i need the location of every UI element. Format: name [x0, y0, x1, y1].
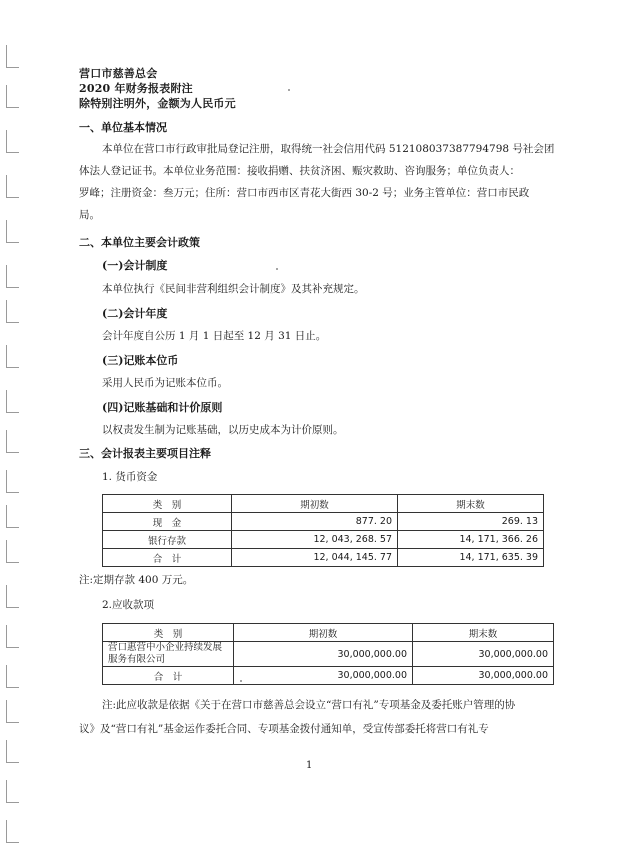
table-row	[103, 549, 544, 567]
scan-speck	[288, 89, 290, 91]
header-cell: 期初数	[232, 495, 398, 513]
opening-cell: 12, 044, 145. 77	[232, 549, 398, 567]
opening-cell: 877. 20	[232, 513, 398, 531]
category-cell: 银行存款	[103, 531, 232, 549]
header-cell: 期末数	[398, 495, 544, 513]
policy-title: (二)会计年度	[102, 307, 168, 320]
report-title: 2020 年财务报表附注	[79, 82, 193, 95]
section1-line: 局。	[79, 209, 100, 221]
section1-heading: 一、单位基本情况	[79, 121, 167, 134]
header-cell: 类 别	[103, 495, 232, 513]
receivables-table	[102, 623, 554, 685]
closing-cell: 30,000,000.00	[413, 667, 554, 685]
policy-title: (三)记账本位币	[102, 354, 179, 367]
receivables-note-line: 议》及“营口有礼”基金运作委托合同、专项基金拨付通知单，受宣传部委托将营口有礼专	[79, 723, 489, 735]
table-header-row	[103, 624, 554, 642]
policy-text: 会计年度自公历 1 月 1 日起至 12 月 31 日止。	[102, 330, 327, 342]
header-cell: 期末数	[413, 624, 554, 642]
header-cell: 类 别	[103, 624, 234, 642]
org-name: 营口市慈善总会	[79, 67, 158, 80]
currency-note: 除特别注明外，金额为人民币元	[79, 97, 236, 110]
cash-note: 注:定期存款 400 万元。	[79, 574, 194, 586]
header-cell: 期初数	[234, 624, 413, 642]
category-cell: 合 计	[103, 549, 232, 567]
policy-title: (一)会计制度	[102, 259, 168, 272]
closing-cell: 14, 171, 366. 26	[398, 531, 544, 549]
table-row	[103, 642, 554, 667]
receivables-note-line: 注:此应收款是依据《关于在营口市慈善总会设立“营口有礼”专项基金及委托账户管理的协	[102, 699, 516, 711]
cash-title: 1. 货币资金	[102, 471, 158, 483]
section1-line: 体法人登记证书。本单位业务范围：接收捐赠、扶贫济困、赈灾救助、咨询服务；单位负责人：	[79, 165, 520, 177]
opening-cell: 30,000,000.00	[234, 667, 413, 685]
category-cell: 现 金	[103, 513, 232, 531]
scan-speck	[240, 680, 242, 682]
policy-text: 本单位执行《民间非营利组织会计制度》及其补充规定。	[102, 283, 365, 295]
policy-text: 以权责发生制为记账基础，以历史成本为计价原则。	[102, 424, 344, 436]
table-header-row	[103, 495, 544, 513]
section1-line: 罗峰；注册资金：叁万元；住所：营口市西市区青花大街西 30-2 号；业务主管单位：营口市民政	[79, 187, 530, 199]
section2-heading: 二、本单位主要会计政策	[79, 236, 200, 249]
closing-cell: 30,000,000.00	[413, 642, 554, 667]
section1-line: 本单位在营口市行政审批局登记注册，取得统一社会信用代码 512108037387794798 号社会团	[102, 143, 555, 155]
opening-cell: 30,000,000.00	[234, 642, 413, 667]
category-cell: 营口惠营中小企业持续发展服务有限公司	[103, 642, 234, 667]
scan-speck	[276, 268, 278, 270]
closing-cell: 14, 171, 635. 39	[398, 549, 544, 567]
receivables-title: 2.应收款项	[102, 599, 155, 611]
policy-title: (四)记账基础和计价原则	[102, 401, 223, 414]
closing-cell: 269. 13	[398, 513, 544, 531]
policy-text: 采用人民币为记账本位币。	[102, 377, 228, 389]
page-number: 1	[306, 760, 313, 771]
table-row	[103, 513, 544, 531]
section3-heading: 三、会计报表主要项目注释	[79, 447, 211, 460]
table-row	[103, 667, 554, 685]
cash-table	[102, 494, 544, 567]
table-row	[103, 531, 544, 549]
category-cell: 合 计	[103, 667, 234, 685]
opening-cell: 12, 043, 268. 57	[232, 531, 398, 549]
